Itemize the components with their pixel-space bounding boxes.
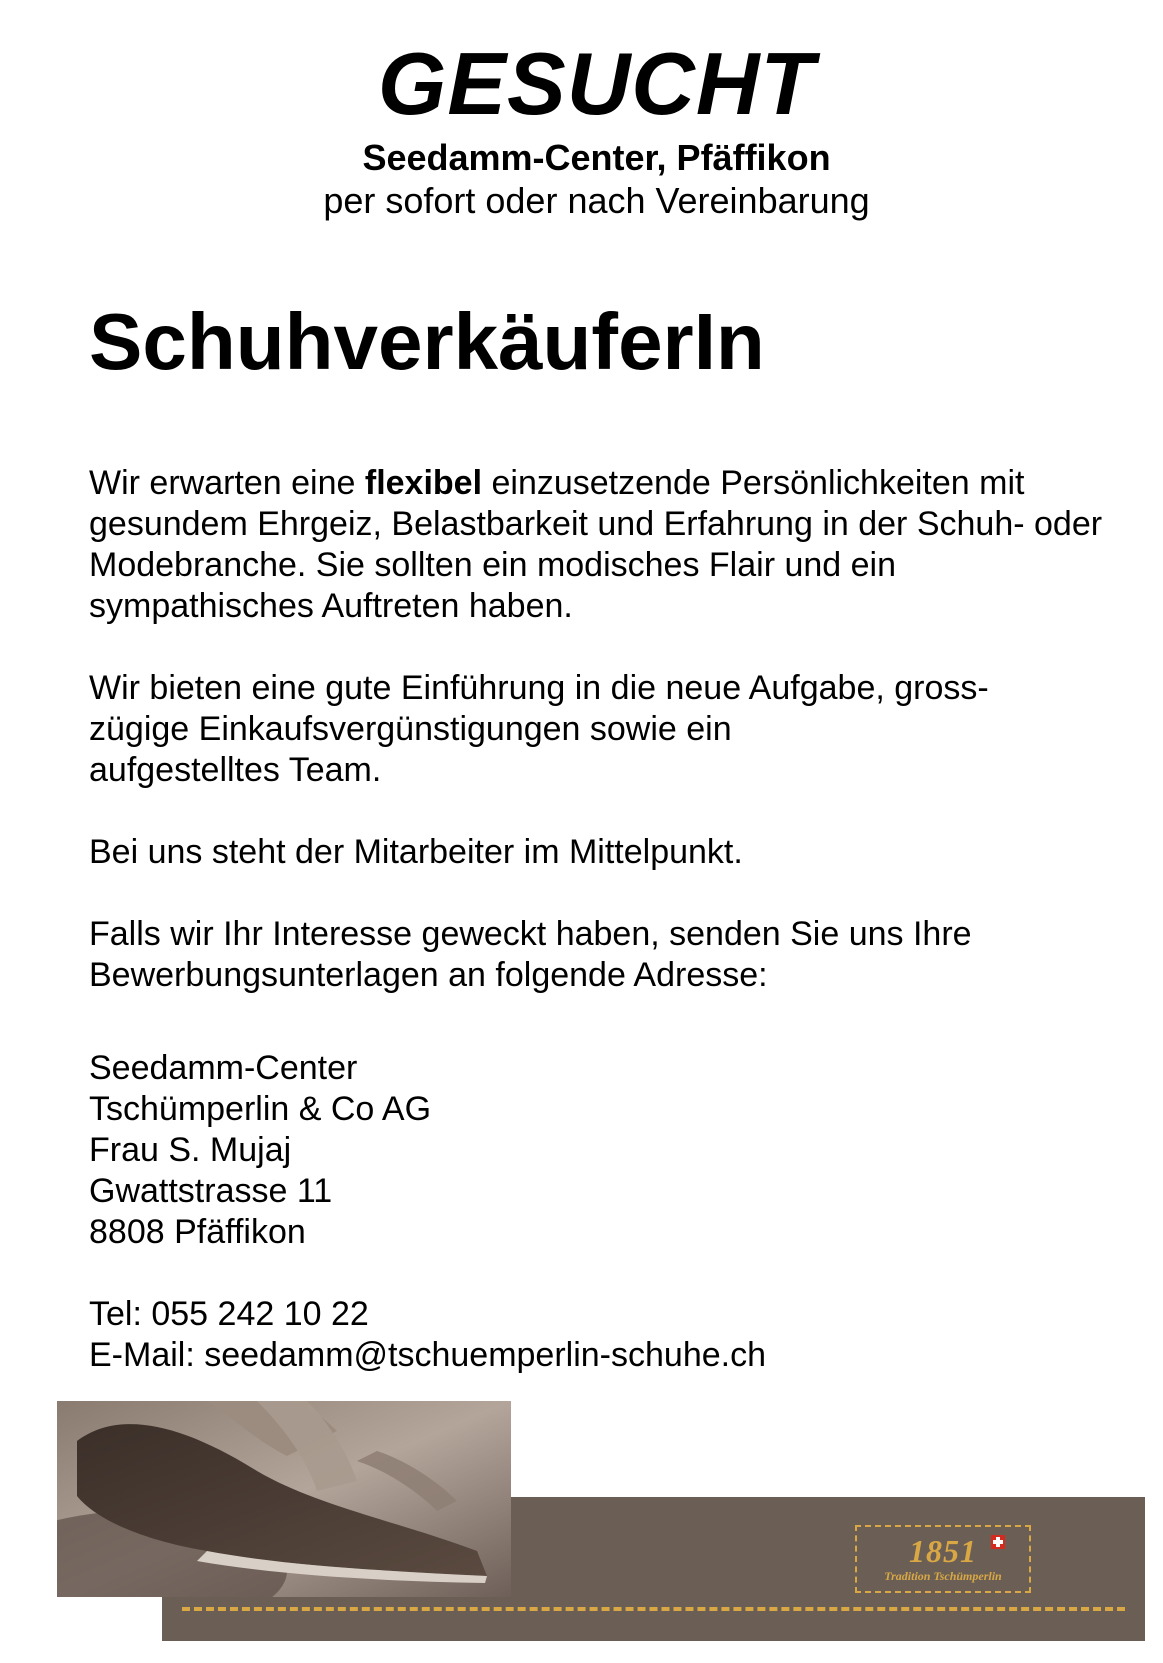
address-line: Tschümperlin & Co AG [89,1090,432,1128]
address-line: Frau S. Mujaj [89,1131,292,1169]
paragraph-expectations [89,463,1109,627]
paragraph-employee: Bei uns steht der Mitarbeiter im Mittelpunkt. [89,833,743,871]
shoemaker-photo [57,1401,511,1597]
contact-block [89,1294,766,1376]
paragraph-apply: Falls wir Ihr Interesse geweckt haben, senden Sie uns Ihre Bewerbungsunterlagen an folgende Adresse: [89,915,972,994]
paragraph-line: Wir bieten eine gute Einführung in die neue Aufgabe, gross- [89,669,989,707]
stitch-line [182,1607,1125,1611]
shoe-photo-icon [57,1401,511,1597]
swiss-flag-icon [991,1535,1005,1549]
email[interactable]: E-Mail: seedamm@tschuemperlin-schuhe.ch [89,1336,766,1374]
paragraph-line: zügige Einkaufsvergünstigungen sowie ein [89,710,732,748]
address-line: Seedamm-Center [89,1049,358,1087]
headline: GESUCHT [377,34,816,133]
address-line: 8808 Pfäffikon [89,1213,306,1251]
paragraph-text: einzusetzende Persönlichkeiten mit gesundem Ehrgeiz, Belastbarkeit und Erfahrung in der Schuh- oder Modebranche. Sie sollten ein modisches Flair und ein sympathisches Auftreten haben. [89,464,1103,625]
location: Seedamm-Center, Pfäffikon [362,137,831,178]
job-title: SchuhverkäuferIn [89,297,765,386]
address-line: Gwattstrasse 11 [89,1172,333,1210]
logo-year: 1851 [909,1533,977,1569]
body-text [89,463,1109,1037]
start-date: per sofort oder nach Vereinbarung [323,180,870,221]
header [0,34,1163,222]
logo [855,1525,1031,1593]
emphasis-text: flexibel [364,464,483,502]
address-block [89,1048,431,1253]
paragraph-offer [89,668,1109,791]
paragraph-line: aufgestelltes Team. [89,751,382,789]
phone: Tel: 055 242 10 22 [89,1295,369,1333]
paragraph-text: Wir erwarten eine [89,464,365,502]
logo-tagline: Tradition Tschümperlin [884,1569,1002,1583]
